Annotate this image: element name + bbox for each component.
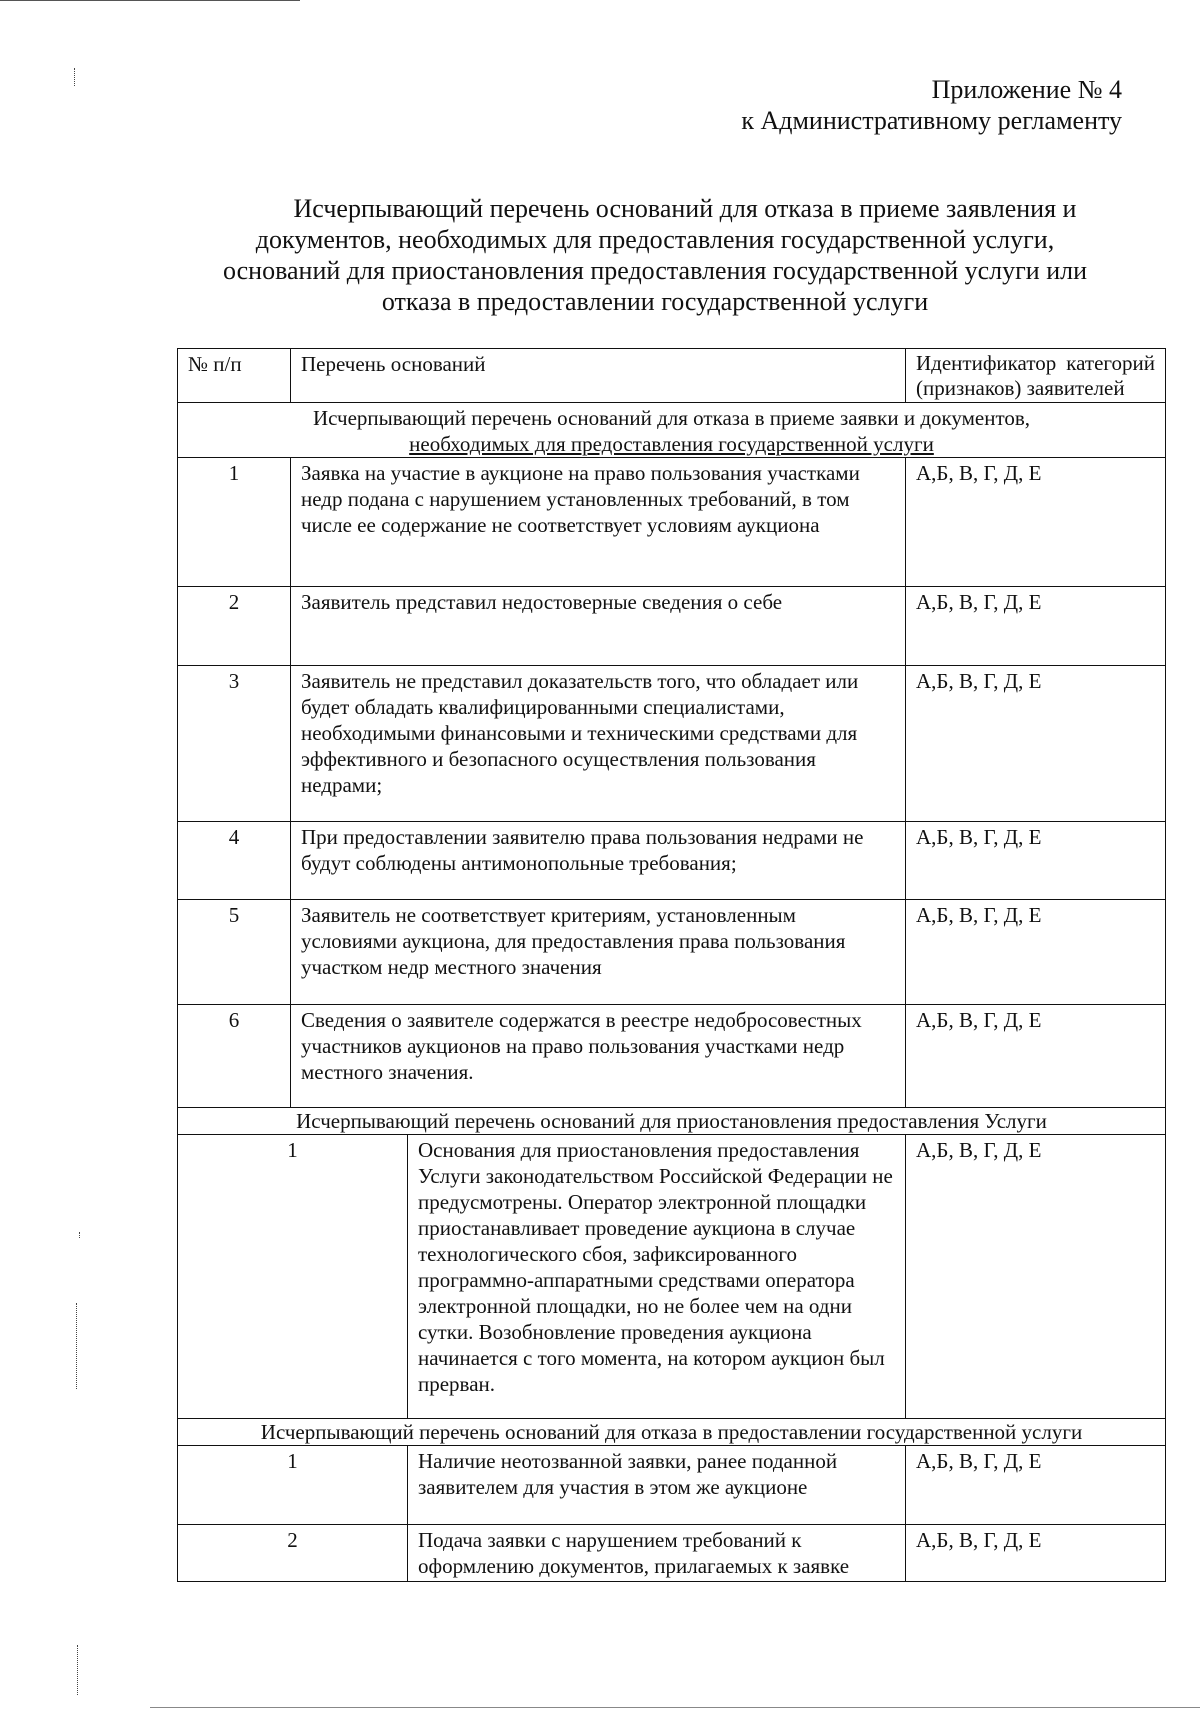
row-reason: Заявитель не представил доказательств того, что обладает или будет обладать квалифицированными специалистами, необходимыми финансовыми и техническими средствами для эффективного и безопасного осуществления пользования недрами; [291, 666, 906, 822]
row-reason: Подача заявки с нарушением требований к оформлению документов, прилагаемых к заявке [408, 1525, 906, 1582]
row-reason: Основания для приостановления предоставления Услуги законодательством Российской Федерации не предусмотрены. Оператор электронной площадки приостанавливает проведение аукциона в случае технологического сбоя, зафиксированного программно-аппаратными средствами оператора электронной площадки, но не более чем на одни сутки. Возобновление проведения аукциона начинается с того момента, на котором аукцион был прерван. [408, 1135, 906, 1419]
row-reason: Заявка на участие в аукционе на право пользования участками недр подана с нарушением установленных требований, в том числе ее содержание не соответствует условиям аукциона [291, 458, 906, 587]
section-title-row [178, 403, 1166, 458]
section-title-line: Исчерпывающий перечень оснований для отказа в предоставлении государственной услуги [260, 1420, 1083, 1444]
row-number: 2 [178, 1525, 408, 1582]
appendix-reference: к Административному регламенту [741, 106, 1122, 135]
section-title-refusal-service [178, 1419, 1166, 1446]
margin-mark [74, 68, 76, 86]
row-reason: Сведения о заявителе содержатся в реестре недобросовестных участников аукционов на право пользования участками недр местного значения. [291, 1005, 906, 1108]
row-ids: А,Б, В, Г, Д, Е [906, 822, 1166, 900]
row-number: 1 [178, 1446, 408, 1525]
table-row [178, 1525, 1166, 1582]
row-reason: При предоставлении заявителю права пользования недрами не будут соблюдены антимонопольные требования; [291, 822, 906, 900]
appendix-header [741, 74, 1122, 136]
title-line: документов, необходимых для предоставления государственной услуги, [255, 225, 1055, 254]
section-title-row [178, 1108, 1166, 1135]
margin-mark [77, 1645, 79, 1695]
margin-mark [76, 1303, 78, 1389]
row-number: 1 [178, 1135, 408, 1419]
reasons-table [177, 348, 1166, 1582]
header-reasons: Перечень оснований [291, 349, 906, 403]
section-title-line: Исчерпывающий перечень оснований для приостановления предоставления Услуги [296, 1109, 1047, 1133]
section-title-line: Исчерпывающий перечень оснований для отказа в приеме заявки и документов, [312, 406, 1031, 430]
table-row [178, 1135, 1166, 1419]
table-row [178, 1005, 1166, 1108]
row-number: 2 [178, 587, 291, 666]
row-number: 4 [178, 822, 291, 900]
scan-edge-top [0, 0, 300, 1]
row-reason: Наличие неотозванной заявки, ранее поданной заявителем для участия в этом же аукционе [408, 1446, 906, 1525]
table-row [178, 666, 1166, 822]
header-ids [906, 349, 1166, 403]
appendix-number: Приложение № 4 [931, 75, 1122, 104]
header-ids-line1: Идентификатор категорий [916, 351, 1155, 375]
section-title-line: необходимых для предоставления государственной услуги [409, 432, 934, 456]
margin-mark [79, 1232, 81, 1238]
section-title-refusal-acceptance [178, 403, 1166, 458]
header-num: № п/п [178, 349, 291, 403]
table-row [178, 458, 1166, 587]
section-title-row [178, 1419, 1166, 1446]
scan-edge-bottom [150, 1707, 1200, 1708]
document-title [170, 193, 1140, 317]
table-row [178, 822, 1166, 900]
header-ids-line2: (признаков) заявителей [916, 376, 1125, 400]
row-ids: А,Б, В, Г, Д, Е [906, 666, 1166, 822]
row-reason: Заявитель представил недостоверные сведения о себе [291, 587, 906, 666]
row-ids: А,Б, В, Г, Д, Е [906, 1005, 1166, 1108]
row-number: 5 [178, 900, 291, 1005]
row-ids: А,Б, В, Г, Д, Е [906, 1525, 1166, 1582]
row-ids: А,Б, В, Г, Д, Е [906, 587, 1166, 666]
table-row [178, 900, 1166, 1005]
row-number: 3 [178, 666, 291, 822]
row-ids: А,Б, В, Г, Д, Е [906, 458, 1166, 587]
section-title-suspension [178, 1108, 1166, 1135]
row-number: 1 [178, 458, 291, 587]
row-ids: А,Б, В, Г, Д, Е [906, 900, 1166, 1005]
row-ids: А,Б, В, Г, Д, Е [906, 1446, 1166, 1525]
title-line: Исчерпывающий перечень оснований для отказа в приеме заявления и [293, 194, 1077, 223]
row-ids: А,Б, В, Г, Д, Е [906, 1135, 1166, 1419]
title-line: оснований для приостановления предоставления государственной услуги или [222, 256, 1088, 285]
table-row [178, 1446, 1166, 1525]
row-reason: Заявитель не соответствует критериям, установленным условиями аукциона, для предоставления права пользования участком недр местного значения [291, 900, 906, 1005]
table-row [178, 587, 1166, 666]
table-header-row [178, 349, 1166, 403]
row-number: 6 [178, 1005, 291, 1108]
title-line: отказа в предоставлении государственной услуги [381, 287, 929, 316]
